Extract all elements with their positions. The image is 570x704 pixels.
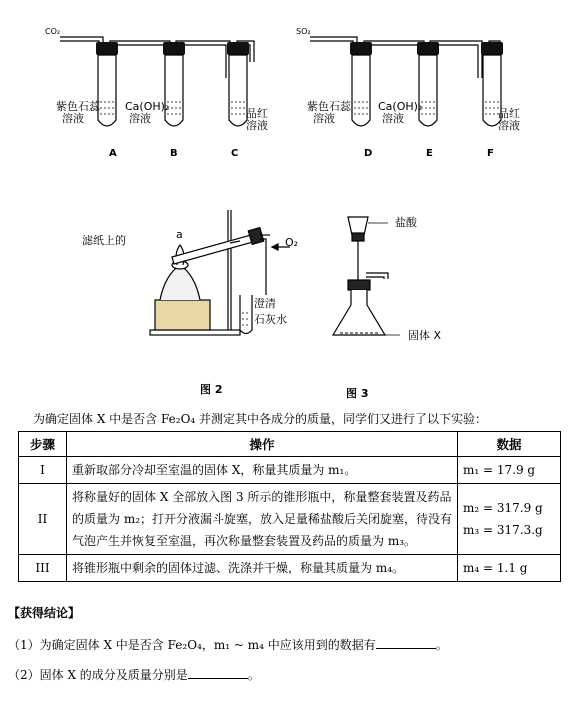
hydrochloric-acid-label: 盐酸 [395,216,417,229]
step-cell: II [19,484,67,555]
header-data: 数据 [458,432,561,457]
tube-letter-c: C [231,148,239,159]
limewater-label-right: Ca(OH)₂ 溶液 [378,100,423,125]
litmus-label-left: 紫色石蕊 溶液 [56,100,100,125]
data-cell: m₁ = 17.9 g [458,457,561,484]
figure-3-caption: 图 3 [346,387,369,400]
header-step: 步骤 [19,432,67,457]
magenta-label-left: 品红 溶液 [246,107,268,132]
table-row [19,457,561,484]
table-row [19,484,561,555]
intro-text: 为确定固体 X 中是否含 Fe₂O₄ 并测定其中各成分的质量，同学们又进行了以下实验： [33,412,488,426]
tube-letter-f: F [487,148,494,159]
answer-blank-1[interactable] [376,638,436,649]
step-cell: I [19,457,67,484]
operation-cell: 将称量好的固体 X 全部放入图 3 所示的锥形瓶中，称量整套装置及药品的质量为 m₂；打开分液漏斗旋塞，放入足量稀盐酸后关闭旋塞，待没有气泡产生并恢复至室温，再次称量整套装置及药品的质量为 m₃。 [67,484,458,555]
experiment-table [18,431,561,582]
question-1: （1）为确定固体 X 中是否含 Fe₂O₄，m₁ ~ m₄ 中应该用到的数据有 。 [8,638,448,652]
operation-cell: 将锥形瓶中剩余的固体过滤、洗涤并干燥，称量其质量为 m₄。 [67,555,458,582]
so2-label: SO₂ [296,27,311,36]
tube-letter-e: E [426,148,433,159]
oxygen-label: O₂ [285,236,299,249]
magenta-label-right: 品红 溶液 [498,107,520,132]
limewater-label: 澄清 石灰水 [254,297,287,326]
conclusion-heading: 【获得结论】 [8,606,81,620]
tube-letter-a: A [109,148,117,159]
operation-cell: 重新取部分冷却至室温的固体 X，称量其质量为 m₁。 [67,457,458,484]
data-cell: m₂ = 317.9 g m₃ = 317.3.g [458,484,561,555]
tube-apparatus-figure [0,0,570,180]
table-row [19,555,561,582]
filter-paper-label: 滤纸上的 [82,235,126,247]
table-header-row [19,432,561,457]
question-2: （2）固体 X 的成分及质量分别是 。 [8,668,260,682]
figure-2-caption: 图 2 [200,383,223,396]
solid-x-label: 固体 X [408,329,442,342]
limewater-label-left: Ca(OH)₂ 溶液 [125,100,170,125]
co2-label: CO₂ [45,27,61,36]
data-cell: m₄ = 1.1 g [458,555,561,582]
step-cell: III [19,555,67,582]
answer-blank-2[interactable] [188,668,248,679]
tube-letter-b: B [170,148,178,159]
header-operation: 操作 [67,432,458,457]
position-a-label: a [176,228,183,241]
litmus-label-right: 紫色石蕊 溶液 [307,100,351,125]
tube-letter-d: D [364,148,373,159]
